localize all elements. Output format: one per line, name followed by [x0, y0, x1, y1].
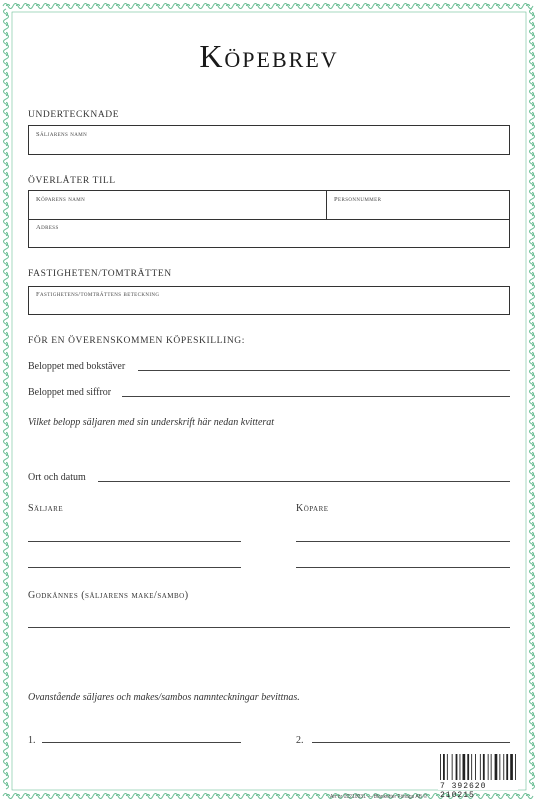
saljarens-namn-field[interactable]: [28, 125, 510, 155]
kopare-name-line[interactable]: [296, 567, 510, 568]
ort-datum-line[interactable]: [98, 481, 510, 482]
article-number: Art nr 02210031 — Blanketter Förlags AB ©: [330, 794, 428, 800]
bevittnas-text: Ovanstående säljares och makes/sambos namnteckningar bevittnas.: [28, 692, 300, 703]
page-title: Köpebrev: [199, 38, 339, 74]
barcode: [438, 754, 518, 800]
saljare-name-line[interactable]: [28, 567, 241, 568]
godkannes-label: Godkännes (säljarens make/sambo): [28, 590, 189, 601]
koparens-namn-field[interactable]: [28, 190, 327, 220]
belopp-siffror-line[interactable]: [122, 396, 510, 397]
fastighetens-beteckning-field[interactable]: [28, 286, 510, 315]
saljarens-namn-label: Säljarens namn: [36, 131, 88, 138]
personnummer-label: Personnummer: [334, 196, 382, 203]
kopare-box: [28, 190, 510, 248]
adress-field[interactable]: [29, 219, 509, 247]
section-undertecknade: UNDERTECKNADE: [28, 110, 120, 120]
belopp-siffror-label: Beloppet med siffror: [28, 387, 112, 398]
koparens-namn-label: Köparens namn: [36, 196, 86, 203]
belopp-bokstaver-label: Beloppet med bokstäver: [28, 361, 126, 372]
barcode-number: 7 392620 210215: [440, 782, 487, 800]
witness-1-label: 1.: [28, 735, 36, 746]
ort-datum-label: Ort och datum: [28, 472, 86, 483]
saljare-label: Säljare: [28, 503, 64, 514]
witness-1-line[interactable]: [42, 742, 241, 743]
belopp-bokstaver-line[interactable]: [138, 370, 510, 371]
kopare-label: Köpare: [296, 503, 329, 514]
witness-2-line[interactable]: [312, 742, 510, 743]
fastighetens-beteckning-label: Fastighetens/tomträttens beteckning: [36, 291, 160, 298]
section-kopeskilling: FÖR EN ÖVERENSKOMMEN KÖPESKILLING:: [28, 336, 246, 346]
godkannes-signature-line[interactable]: [28, 627, 510, 628]
kopare-signature-line[interactable]: [296, 541, 510, 542]
barcode-bars: [438, 754, 518, 782]
section-overlater-till: ÖVERLÅTER TILL: [28, 176, 116, 186]
saljare-signature-line[interactable]: [28, 541, 241, 542]
section-fastigheten: FASTIGHETEN/TOMTRÄTTEN: [28, 269, 172, 279]
witness-2-label: 2.: [296, 735, 304, 746]
personnummer-field[interactable]: [326, 190, 510, 220]
kvittens-text: Vilket belopp säljaren med sin underskrift här nedan kvitterat: [28, 417, 275, 428]
adress-label: Adress: [36, 224, 59, 231]
